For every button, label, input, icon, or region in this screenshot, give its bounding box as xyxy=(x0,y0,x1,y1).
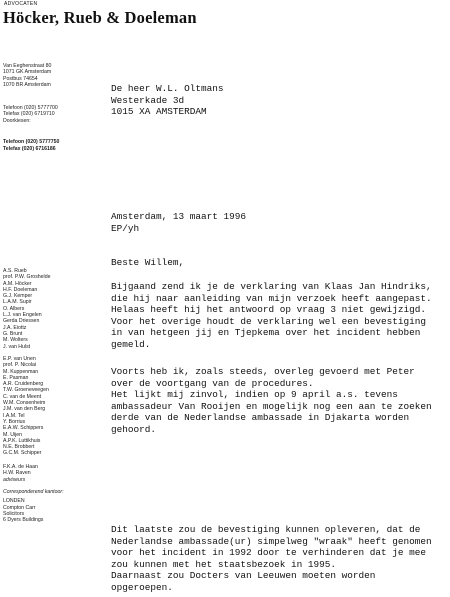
correspondent-line: Solicitors xyxy=(3,510,25,517)
partner-name: Gerda Driessen xyxy=(3,318,40,325)
partner-name: J. van Hulst xyxy=(3,343,31,350)
advisor-name: F.K.A. de Haan xyxy=(3,464,38,470)
partners-list-1 xyxy=(3,268,50,350)
partner-name: Y. Borrius xyxy=(3,418,26,425)
correspondent-line: Compton Carr xyxy=(3,504,36,511)
partner-name: M. Uijen xyxy=(3,431,23,438)
direct-phone-line: Telefoon (020) 5777750 xyxy=(3,139,60,145)
paragraph-line: voor het incident in 1992 door te verhinderen dat je mee xyxy=(111,547,427,559)
date-reference xyxy=(111,211,246,234)
recipient-address xyxy=(111,83,224,118)
partner-name: W.M. Consenheim xyxy=(3,400,46,407)
paragraph-line: Daarnaast zou Docters van Leeuwen moeten worden xyxy=(111,570,376,582)
partner-name: A.P.K. Luttikhuis xyxy=(3,437,41,444)
letter-date: Amsterdam, 13 maart 1996 xyxy=(111,211,247,222)
body-paragraph-1 xyxy=(111,281,432,351)
address-line: 1070 BR Amsterdam xyxy=(3,81,51,88)
paragraph-line: Het lijkt mij zinvol, indien op 9 april a.s. tevens xyxy=(111,389,398,401)
paragraph-line: gehoord. xyxy=(111,423,157,435)
contact-block xyxy=(3,105,58,124)
partner-name: I.A.M. Tel xyxy=(3,412,25,419)
reference-code: EP/yh xyxy=(111,222,140,234)
body-paragraph-3 xyxy=(111,524,432,594)
partner-name: A.R. Cruidenberg xyxy=(3,381,44,388)
body-paragraph-2 xyxy=(111,366,432,436)
correspondent-line: LONDEN xyxy=(3,498,25,505)
firm-name: Höcker, Rueb & Doeleman xyxy=(3,8,197,27)
partner-name: L.J. van Engelen xyxy=(3,312,42,319)
correspondent-line: 6 Dyers Buildings xyxy=(3,517,44,524)
partner-name: E.A.W. Schippers xyxy=(3,425,44,432)
recipient-line: Westerkade 3d xyxy=(111,94,185,106)
address-line: Van Eeghenstraat 80 xyxy=(3,63,52,69)
address-block xyxy=(3,63,51,88)
partner-name: M. Kuppenman xyxy=(3,368,39,375)
phone-line: Telefoon (020) 5777700 xyxy=(3,105,58,111)
partner-name: E.P. van Unen xyxy=(3,356,36,362)
advisors-list xyxy=(3,464,38,483)
partner-name: A.M. Höcker xyxy=(3,280,32,287)
partner-name: N.E. Brobbert xyxy=(3,444,35,451)
paragraph-line: in van hetgeen jij en Tjepkema over het incident hebben xyxy=(111,327,421,339)
partner-name: G.C.M. Schipper xyxy=(3,450,42,457)
partner-name: L.A.M. Supir xyxy=(3,299,32,306)
partner-name: H.F. Doeleman xyxy=(3,286,38,293)
partner-name: T.W. Groeneveegen xyxy=(3,387,49,394)
paragraph-line: Dit laatste zou de bevestiging kunnen opleveren, dat de xyxy=(111,524,421,535)
partner-name: A.S. Rueb xyxy=(3,268,27,274)
paragraph-line: Voor het overige houdt de verklaring wel een bevestiging xyxy=(111,315,427,327)
partner-name: G.J. Kemper xyxy=(3,293,33,300)
partner-name: prof. P.W. Groshelde xyxy=(3,274,51,281)
address-line: 1071 GK Amsterdam xyxy=(3,69,52,76)
paragraph-line: Nederlandse ambassade(ur) simpelweg "wraak" heeft genomen xyxy=(111,535,432,547)
partner-name: O. Albers xyxy=(3,305,25,312)
partner-name: prof. P. Nicolai xyxy=(3,362,37,369)
direct-lines-block xyxy=(3,139,59,152)
paragraph-line: opgeroepen. xyxy=(111,581,173,593)
partner-name: G. Brunt xyxy=(3,330,23,337)
advisor-name: H.W. Raven xyxy=(3,470,31,477)
recipient-line: 1015 XA AMSTERDAM xyxy=(111,106,207,118)
advisors-label: adviseurs xyxy=(3,476,26,483)
paragraph-line: derde van de Nederlandse ambassade in Djakarta worden xyxy=(111,412,410,424)
direct-lines-heading: Doorkiesen: xyxy=(3,117,31,124)
partner-name: M. Wolters xyxy=(3,337,28,344)
letterhead-label: ADVOCATEN xyxy=(4,1,38,7)
paragraph-line: over de voortgang van de procedures. xyxy=(111,377,314,389)
paragraph-line: zou kunnen met het staatsbezoek in 1995. xyxy=(111,558,337,570)
direct-fax-line: Telefax (020) 6716186 xyxy=(3,145,56,152)
correspondent-title: Corresponderend kantoor: xyxy=(3,489,64,495)
paragraph-line: die hij naar aanleiding van mijn verzoek heeft aangepast. xyxy=(111,292,432,304)
partner-name: E. Pasman xyxy=(3,374,29,381)
paragraph-line: Helaas heeft hij het antwoord op vraag 3 niet gewijzigd. xyxy=(111,304,427,316)
paragraph-line: Voorts heb ik, zoals steeds, overleg gevoerd met Peter xyxy=(111,366,415,377)
paragraph-line: gemeld. xyxy=(111,338,151,350)
partners-list-2 xyxy=(3,356,49,457)
paragraph-line: ambassadeur Van Rooijen en mogelijk nog een aan te zoeken xyxy=(111,400,432,412)
paragraph-line: Bijgaand zend ik je de verklaring van Klaas Jan Hindriks, xyxy=(111,281,432,292)
address-line: Postbus 74654 xyxy=(3,75,38,82)
fax-line: Telefax (020) 6719710 xyxy=(3,111,55,118)
partner-name: J.M. van den Berg xyxy=(3,406,46,413)
partner-name: C. van de Meent xyxy=(3,393,42,400)
correspondent-block xyxy=(3,489,64,523)
partner-name: J.A. Eiottz xyxy=(3,324,27,331)
salutation: Beste Willem, xyxy=(111,257,185,268)
recipient-line: De heer W.L. Oltmans xyxy=(111,83,224,94)
